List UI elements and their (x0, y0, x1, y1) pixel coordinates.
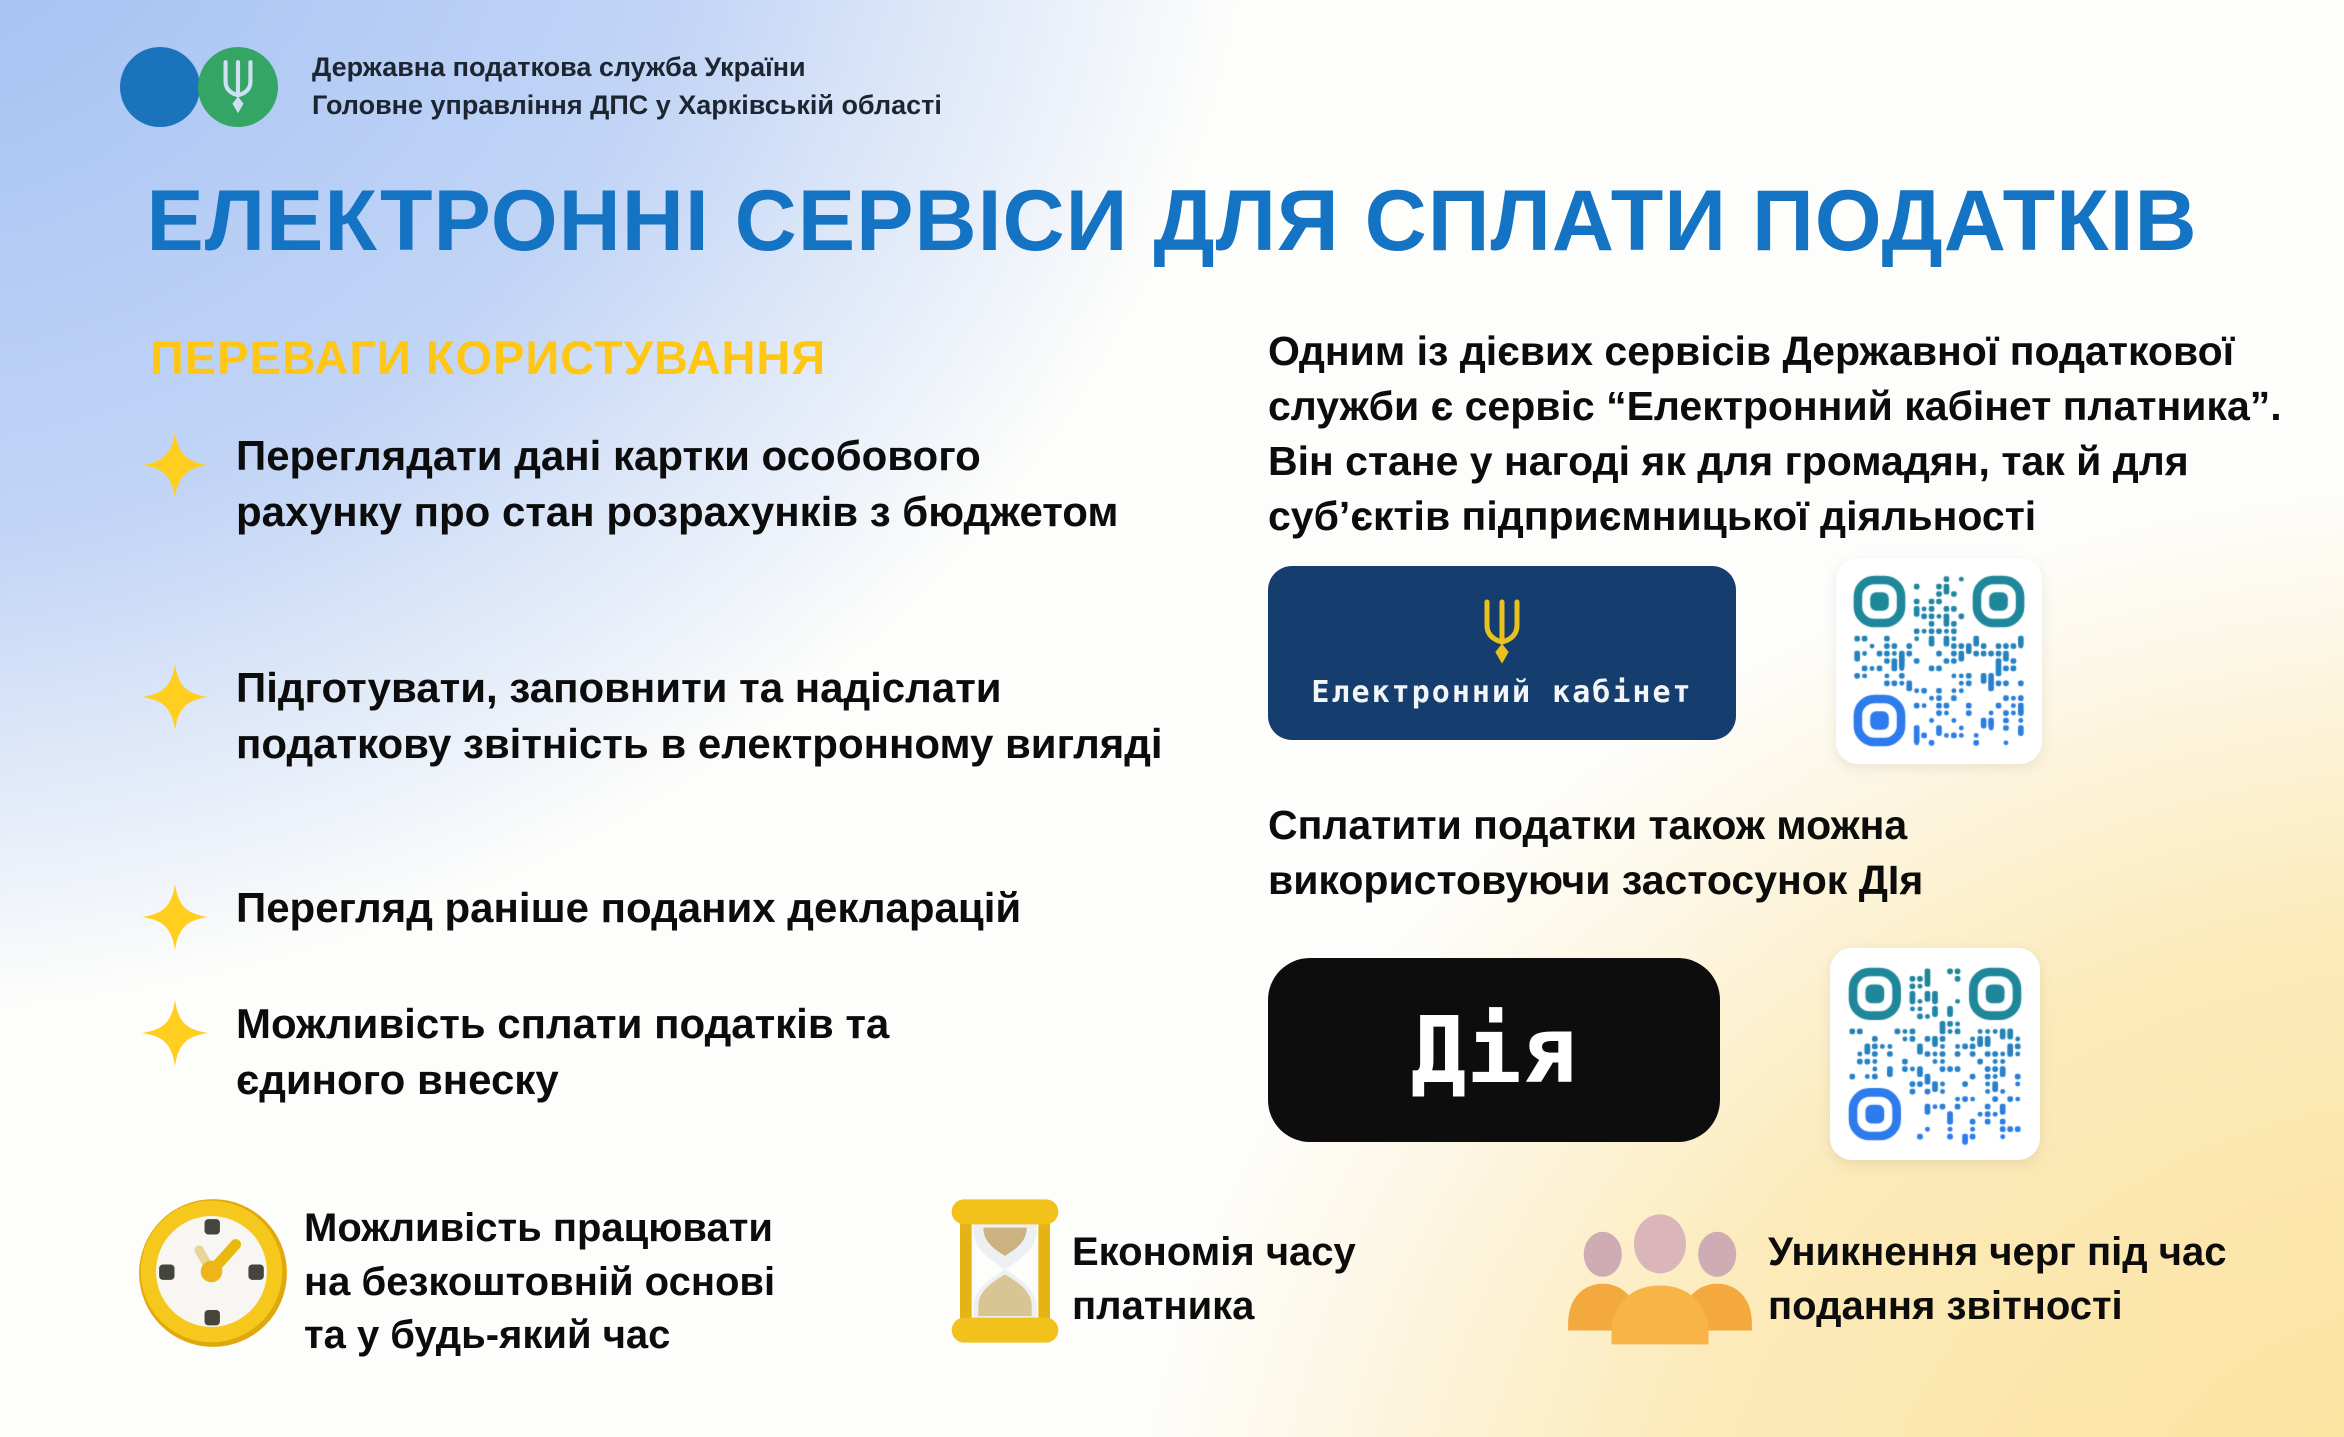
logo-circles (120, 46, 280, 128)
page-title: ЕЛЕКТРОННІ СЕРВІСИ ДЛЯ СПЛАТИ ПОДАТКІВ (146, 173, 2198, 269)
qr-code-image (1841, 960, 2029, 1148)
qr-code-image (1846, 568, 2032, 754)
org-name (312, 49, 942, 125)
green-circle-trident-icon (198, 47, 278, 127)
cabinet-button[interactable] (1268, 566, 1736, 740)
sparkle-star-icon (142, 884, 208, 950)
diia-button-label: Дія (1410, 996, 1578, 1104)
diia-qr-code (1830, 948, 2040, 1160)
diia-note: Сплатити податки також можна використовуючи застосунок ДІя (1268, 802, 1924, 903)
feature-text: Уникнення черг під час подання звітності (1768, 1230, 2227, 1328)
sparkle-star-icon (142, 664, 208, 730)
benefit-text: Перегляд раніше поданих декларацій (236, 884, 1022, 931)
feature-text: Економія часу платника (1072, 1230, 1356, 1328)
header-logo (120, 46, 942, 128)
org-line2: Головне управління ДПС у Харківській області (312, 90, 942, 120)
sparkle-star-icon (142, 432, 208, 498)
cabinet-qr-code (1836, 558, 2042, 764)
benefit-item (142, 660, 1166, 772)
benefit-text: Переглядати дані картки особового рахунку про стан розрахунків з бюджетом (236, 432, 1119, 535)
intro-paragraph: Одним із дієвих сервісів Державної податкової служби є сервіс “Електронний кабінет платника”. Він стане у нагоді як для громадян, так й для суб’єктів підприємницької діяльності (1268, 328, 2282, 539)
blue-circle-icon (120, 47, 200, 127)
feature-text: Можливість працювати на безкоштовній основі та у будь-який час (304, 1206, 776, 1358)
trident-icon (217, 58, 259, 116)
benefit-text: Підготувати, заповнити та надіслати податкову звітність в електронному вигляді (236, 664, 1163, 767)
hourglass-icon (944, 1196, 1066, 1346)
benefits-heading: ПЕРЕВАГИ КОРИСТУВАННЯ (150, 331, 827, 384)
clock-icon (136, 1196, 290, 1350)
cabinet-button-label: Електронний кабінет (1311, 674, 1693, 710)
diia-button[interactable] (1268, 958, 1720, 1142)
benefit-item (142, 996, 976, 1108)
trident-icon (1476, 597, 1528, 667)
sparkle-star-icon (142, 1000, 208, 1066)
benefit-item (142, 428, 1136, 540)
benefit-text: Можливість сплати податків та єдиного внеску (236, 1000, 890, 1103)
org-line1: Державна податкова служба України (312, 52, 806, 83)
people-icon (1556, 1212, 1764, 1352)
benefit-item (142, 880, 1166, 950)
